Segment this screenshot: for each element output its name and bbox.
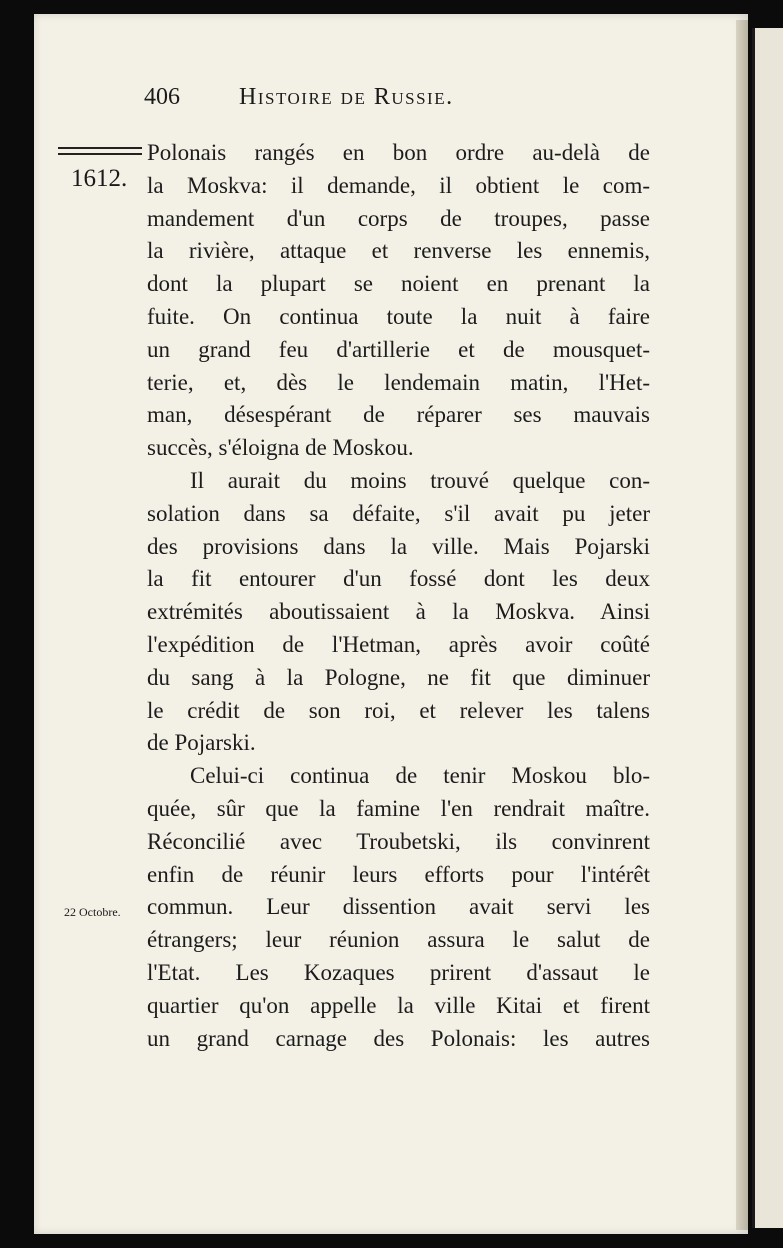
facing-page-edge <box>752 28 783 1228</box>
text-line: extrémités aboutissaient à la Moskva. Ainsi <box>147 599 650 625</box>
text-line: l'Etat. Les Kozaques prirent d'assaut le <box>147 959 650 985</box>
text-line: fuite. On continua toute la nuit à faire <box>147 303 650 329</box>
text-line: succès, s'éloigna de Moskou. <box>147 435 414 461</box>
running-title: Histoire de Russie. <box>239 84 454 110</box>
text-line: des provisions dans la ville. Mais Pojarski <box>147 533 650 559</box>
text-line: Il aurait du moins trouvé quelque con- <box>190 467 650 493</box>
text-line: la fit entourer d'un fossé dont les deux <box>147 566 650 592</box>
text-line: solation dans sa défaite, s'il avait pu jeter <box>147 500 650 526</box>
text-line: un grand feu d'artillerie et de mousquet- <box>147 336 650 362</box>
text-line: man, désespérant de réparer ses mauvais <box>147 402 650 428</box>
body-text <box>147 137 650 1055</box>
text-line: Celui-ci continua de tenir Moskou blo- <box>190 763 650 789</box>
text-line: le crédit de son roi, et relever les talens <box>147 697 650 723</box>
text-line: Réconcilié avec Troubetski, ils convinrent <box>147 828 650 854</box>
text-line: enfin de réunir leurs efforts pour l'intérêt <box>147 861 650 887</box>
text-line: terie, et, dès le lendemain matin, l'Het- <box>147 369 650 395</box>
text-line: Polonais rangés en bon ordre au-delà de <box>147 140 650 165</box>
text-line: du sang à la Pologne, ne fit que diminuer <box>147 664 650 690</box>
margin-year: 1612. <box>71 165 128 192</box>
page-number: 406 <box>144 84 180 110</box>
page-gutter <box>736 20 748 1230</box>
text-line: de Pojarski. <box>147 730 256 756</box>
section-rule <box>58 147 142 155</box>
text-line: étrangers; leur réunion assura le salut de <box>147 927 650 953</box>
text-line: quée, sûr que la famine l'en rendrait maître. <box>147 795 650 821</box>
text-line: la Moskva: il demande, il obtient le com- <box>147 172 650 198</box>
text-line: la rivière, attaque et renverse les ennemis, <box>147 238 650 264</box>
margin-date: 22 Octobre. <box>64 905 121 919</box>
text-line: l'expédition de l'Hetman, après avoir coûté <box>147 631 650 657</box>
text-line: quartier qu'on appelle la ville Kitai et firent <box>147 992 650 1018</box>
text-line: un grand carnage des Polonais: les autres <box>147 1025 650 1051</box>
text-line: mandement d'un corps de troupes, passe <box>147 205 650 231</box>
text-line: dont la plupart se noient en prenant la <box>147 271 650 297</box>
text-line: commun. Leur dissention avait servi les <box>147 894 650 920</box>
running-header <box>144 84 454 111</box>
